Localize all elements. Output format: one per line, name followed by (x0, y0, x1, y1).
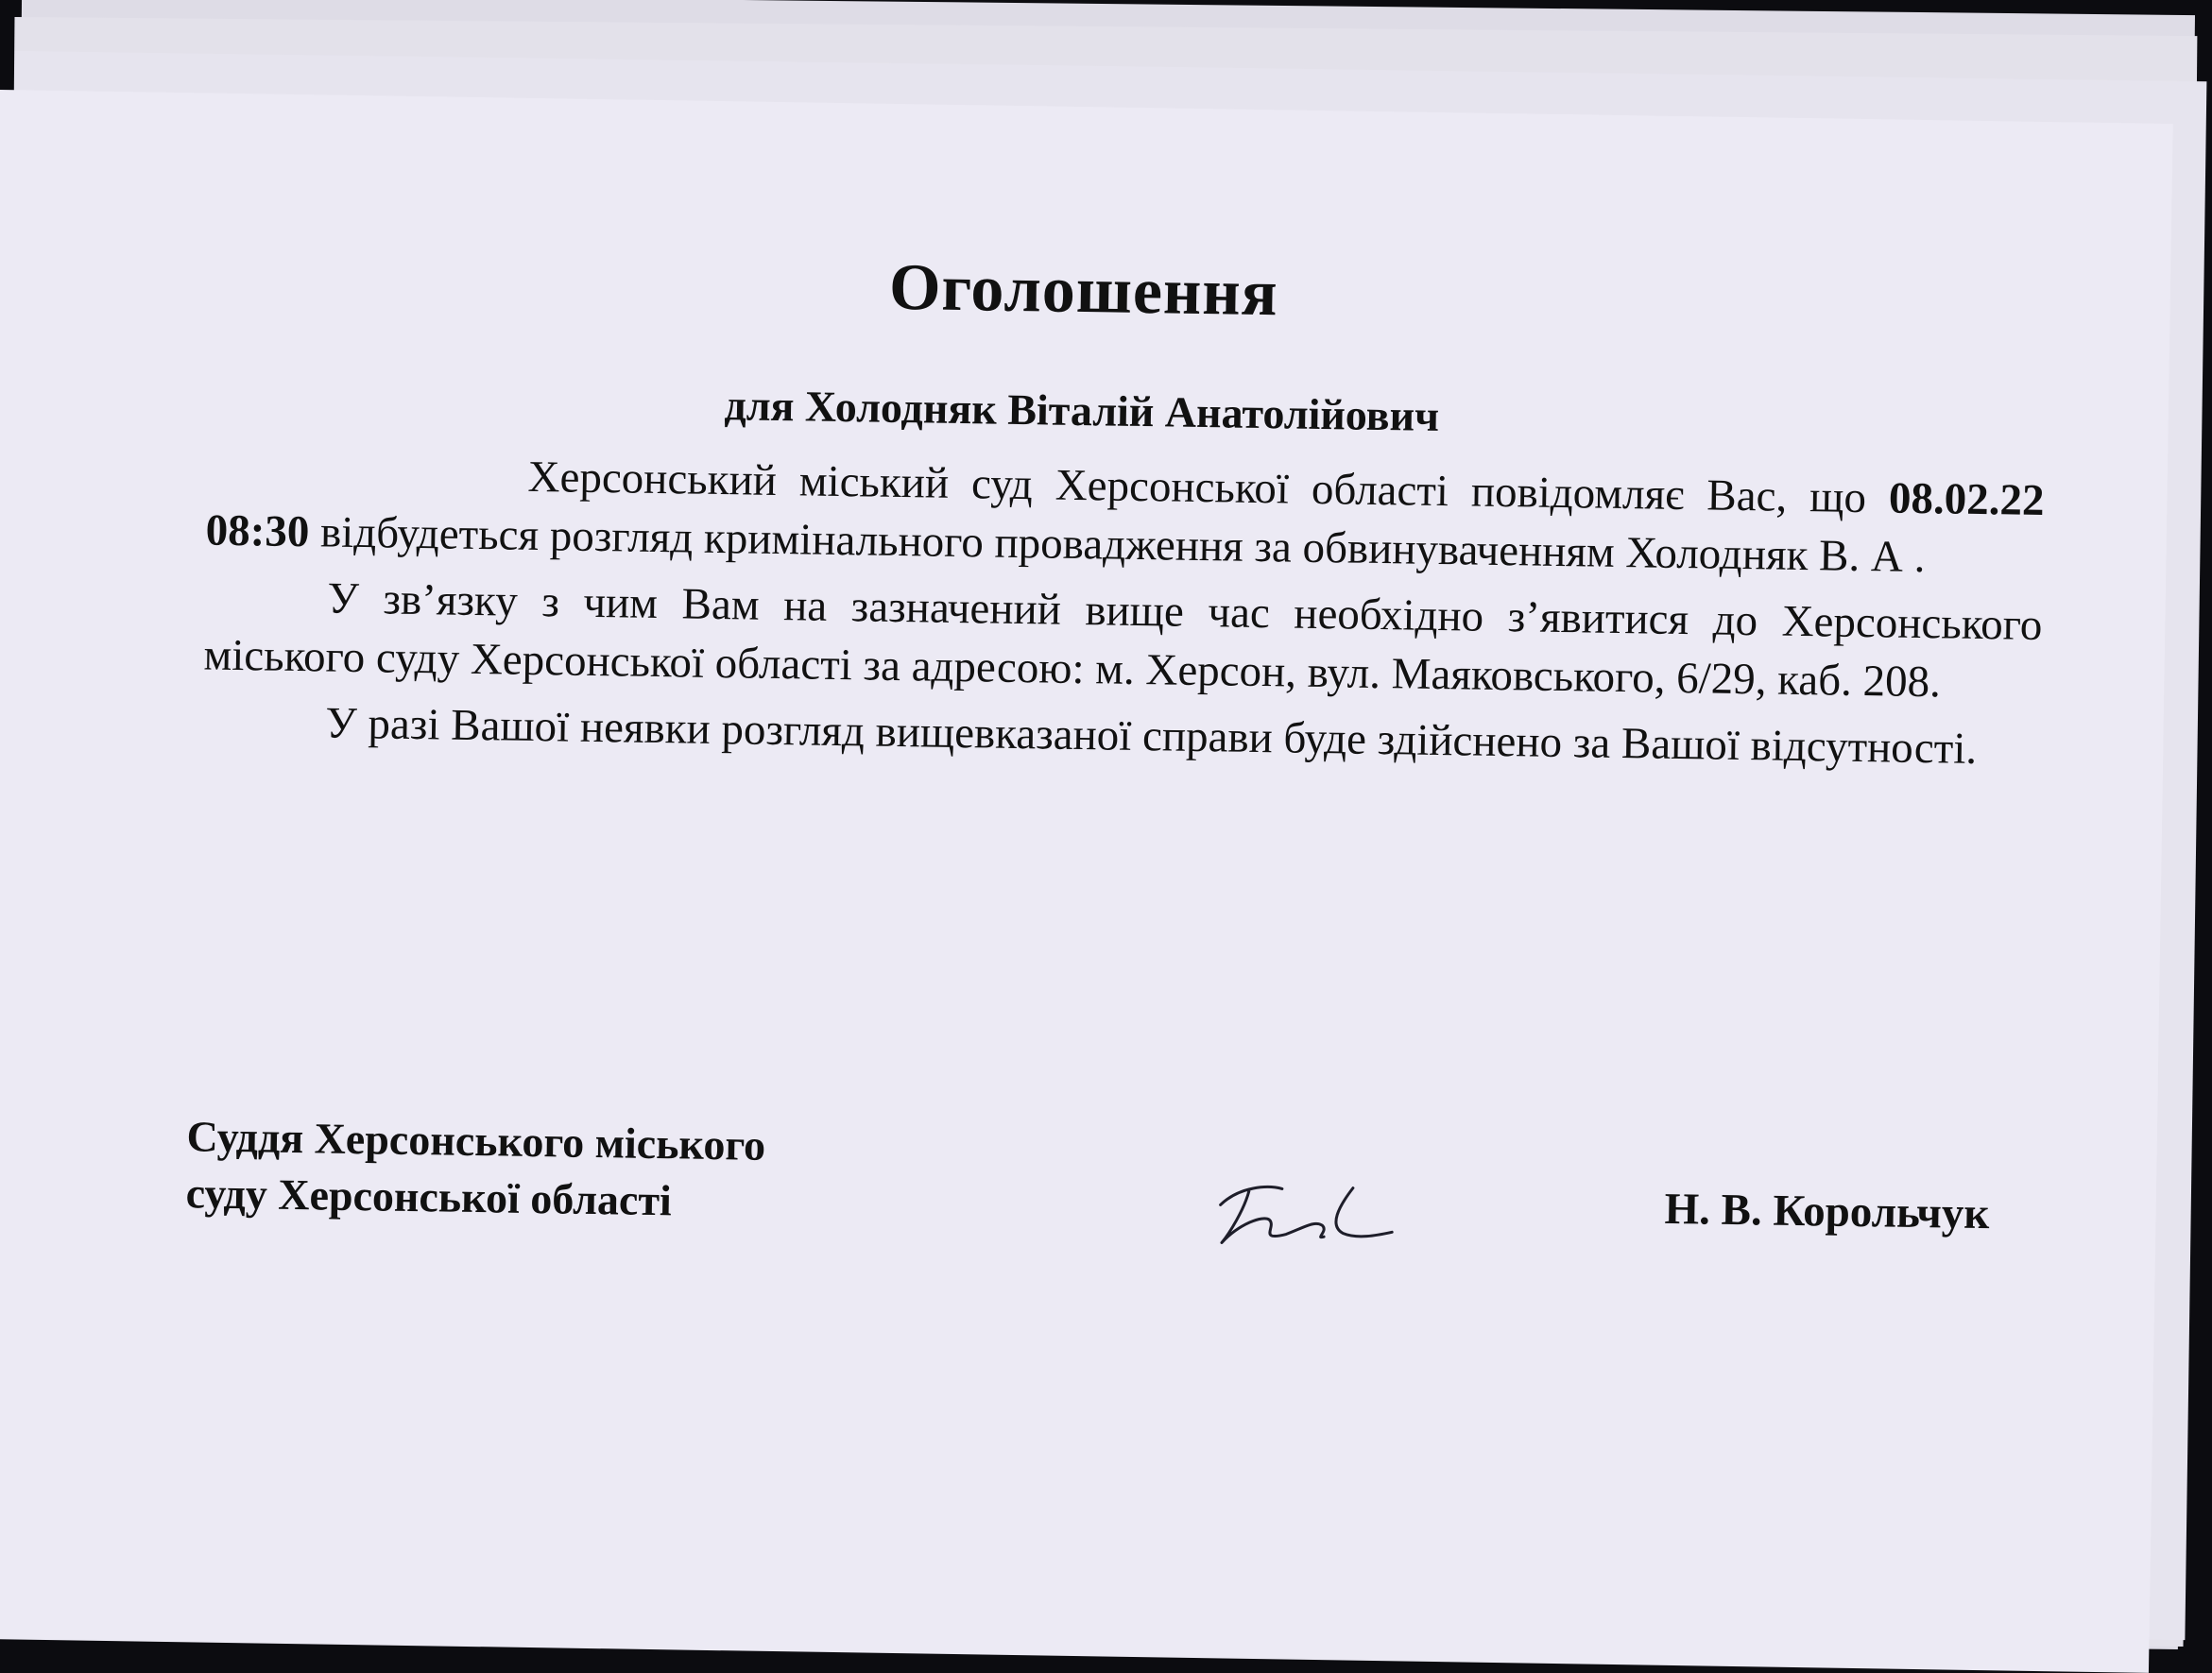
notice-sheet (0, 90, 2173, 1673)
hearing-date-time: 08.02.22 08:30 (205, 473, 2045, 557)
notice-document (0, 90, 2173, 1673)
hearing-rest-text: відбудеться розгляд кримінального провадження за обвинуваченням Холодняк В. А . (308, 507, 1926, 583)
notice-recipient: для Холодняк Віталій Анатолійович (724, 381, 1440, 440)
hearing-intro-text: Херсонський міський суд Херсонської області повідомляє Вас, що (527, 452, 1890, 523)
notice-title: Оголошення (888, 250, 1279, 331)
notice-body (202, 442, 2045, 779)
paragraph-hearing (205, 442, 2045, 589)
handwritten-signature (1210, 1167, 1400, 1255)
paragraph-appearance: У зв’язку з чим Вам на зазначений вище час необхідно з’явитися до Херсонського міського суду Херсонської області за адресою: м. Херсон, вул. Маяковського, 6/29, каб. 208. (203, 573, 2043, 708)
judge-title-line-1: Суддя Херсонського міського (186, 1112, 766, 1169)
judge-title (185, 1108, 765, 1231)
judge-name: Н. В. Корольчук (1664, 1184, 1990, 1239)
paragraph-absence: У разі Вашої неявки розгляд вищевказаної справи буде здійснено за Вашої відсутності. (325, 698, 1978, 774)
judge-title-line-2: суду Херсонської області (185, 1169, 673, 1225)
